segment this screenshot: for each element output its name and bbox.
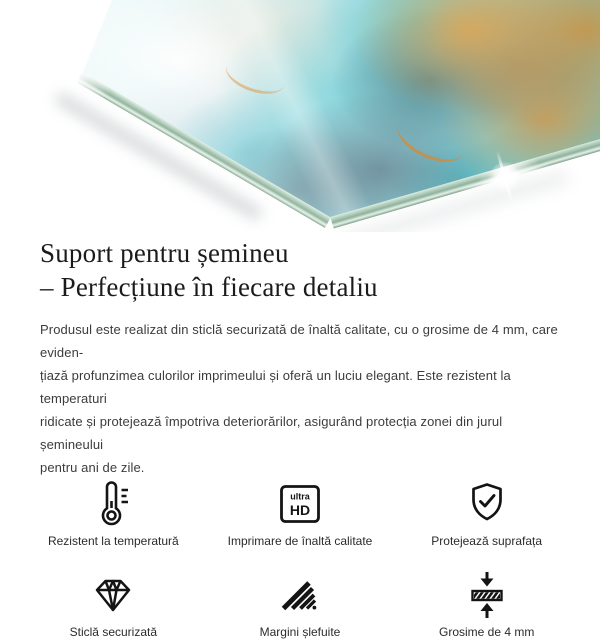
feature-label: Sticlă securizată xyxy=(69,625,158,639)
ultra-hd-icon xyxy=(276,481,324,527)
feature-polished-edges xyxy=(207,572,394,639)
polished-edges-icon xyxy=(279,572,321,618)
ultra-hd-badge-bottom: HD xyxy=(289,502,311,518)
features-grid xyxy=(0,481,600,639)
description-line: Produsul este realizat din sticlă securizată de înaltă calitate, cu o grosime de 4 mm, care eviden- xyxy=(40,322,558,360)
product-image[interactable] xyxy=(0,0,600,232)
feature-surface-protection xyxy=(393,481,580,548)
diamond-icon xyxy=(92,572,134,618)
feature-label: Margini șlefuite xyxy=(259,625,341,639)
feature-label: Rezistent la temperatură xyxy=(47,534,179,548)
feature-temperature xyxy=(20,481,207,548)
page-title-line2: – Perfecțiune în fiecare detaliu xyxy=(40,272,378,302)
description-line: ridicate și protejează împotriva deteriorărilor, asigurând protecția zonei din jurul șemineului xyxy=(40,414,503,452)
feature-label: Grosime de 4 mm xyxy=(438,625,535,639)
thickness-icon xyxy=(467,572,507,618)
feature-print-quality xyxy=(207,481,394,548)
shield-check-icon xyxy=(465,481,509,527)
product-description xyxy=(40,318,560,479)
ultra-hd-badge-top: ultra xyxy=(290,491,310,502)
description-line: țiază profunzimea culorilor imprimeului și oferă un luciu elegant. Este rezistent la temperaturi xyxy=(40,368,511,406)
feature-label: Protejează suprafața xyxy=(431,534,543,548)
description-line: pentru ani de zile. xyxy=(40,460,145,475)
feature-tempered-glass xyxy=(20,572,207,639)
page-title-line1: Suport pentru șemineu xyxy=(40,238,289,268)
page-title xyxy=(40,236,560,304)
thermometer-icon xyxy=(93,481,133,527)
feature-label: Imprimare de înaltă calitate xyxy=(227,534,373,548)
feature-thickness xyxy=(393,572,580,639)
